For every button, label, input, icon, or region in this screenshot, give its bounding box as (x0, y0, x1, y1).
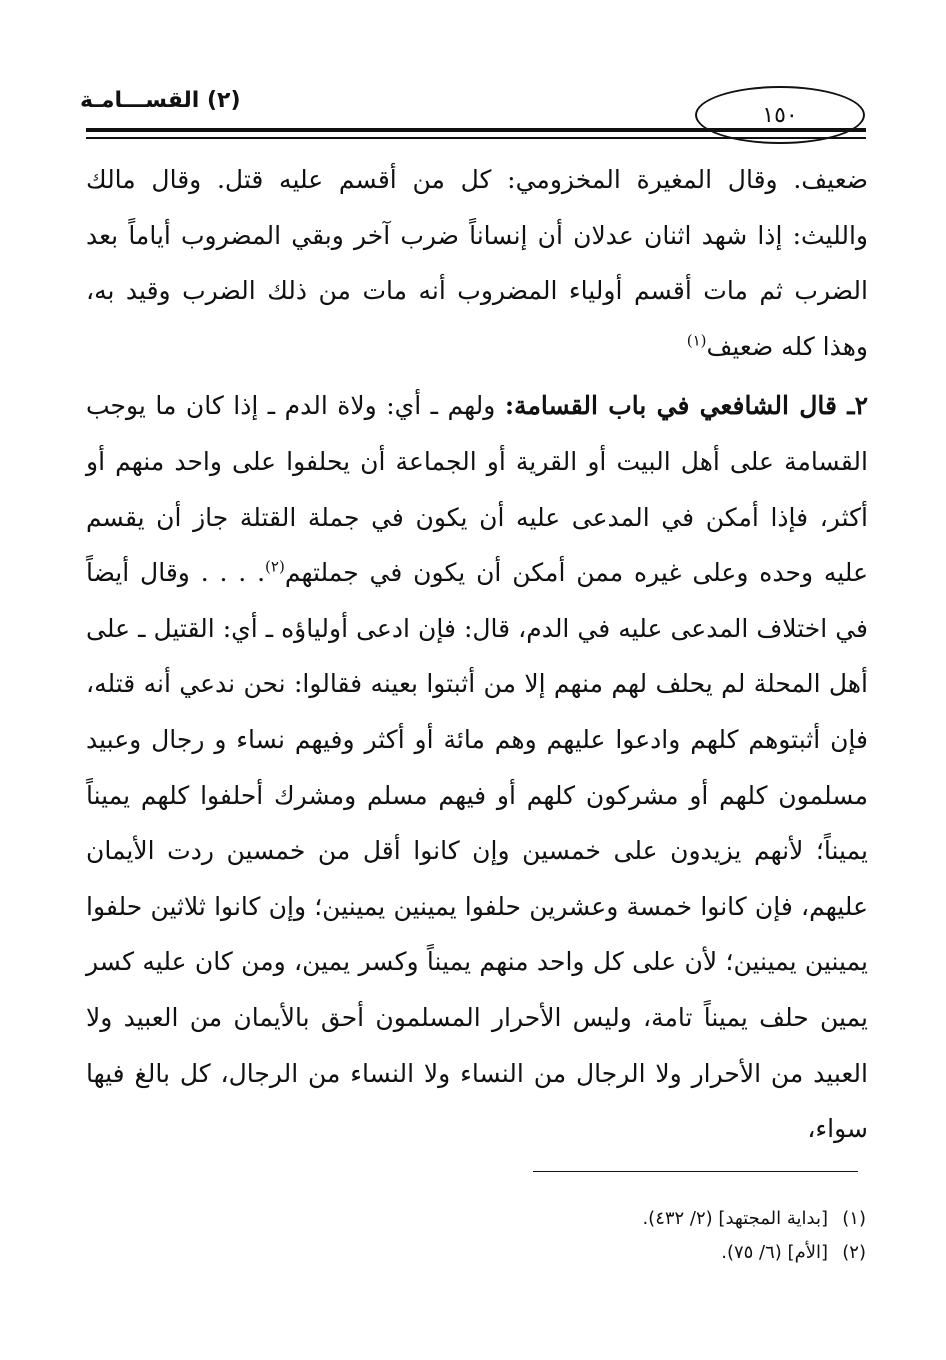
footnote-text: [الأم] (٦/ ٧٥). (721, 1242, 828, 1263)
paragraph-lead: ٢ـ قال الشافعي في باب القسامة: (504, 391, 868, 421)
main-text (86, 152, 868, 1157)
footnote-number: (١) (842, 1208, 866, 1229)
footnote-separator (533, 1171, 858, 1172)
header-rule-thin (86, 137, 866, 139)
running-title: (٢) القســـامـة (80, 88, 241, 113)
header-rule (86, 128, 866, 132)
paragraph-tail: . . . . وقال أيضاً في اختلاف المدعى عليه في الدم، قال: فإن ادعى أولياؤه ـ أي: القتيل ـ على أهل المحلة لم يحلف لهم منهم إلا من أثبتوا بعينه فقالوا: نحن ندعي أنه قتله، فإن أثبتوهم كلهم وادعوا عليهم وهم مائة أو أكثر وفيهم نساء و رجال وعبيد مسلمون كلهم أو مشركون كلهم أو فيهم مسلم ومشرك أحلفوا كلهم يميناً يميناً؛ لأنهم يزيدون على خمسين وإن كانوا أقل من خمسين ردت الأيمان عليهم، فإن كانوا خمسة وعشرين حلفوا يمينين يمينين؛ وإن كانوا ثلاثين حلفوا يمينين يمينين؛ لأن على كل واحد منهم يميناً وكسر يمين، ومن كان عليه كسر يمين حلف يميناً تامة، وليس الأحرار المسلمون أحق بالأيمان من العبيد ولا العبيد من الأحرار ولا الرجال من النساء ولا النساء من الرجال، كل بالغ فيها سواء، (86, 558, 868, 1144)
paragraph-text: ضعيف. وقال المغيرة المخزومي: كل من أقسم عليه قتل. وقال مالك والليث: إذا شهد اثنان عدلان أن إنساناً ضرب آخر وبقي المضروب أياماً بعد الضرب ثم مات أقسم أولياء المضروب أنه مات من ذلك الضرب وقيد به، وهذا كله ضعيف (86, 165, 868, 361)
footnote-number: (٢) (842, 1242, 866, 1263)
footnote-text: [بداية المجتهد] (٢/ ٤٣٢). (642, 1208, 828, 1229)
footnote-1 (86, 1202, 866, 1236)
footnote-ref[interactable]: (٢) (265, 557, 285, 576)
footnote-ref[interactable]: (١) (686, 331, 707, 350)
paragraph-2 (86, 378, 868, 1156)
paragraph-text: ولهم ـ أي: ولاة الدم ـ إذا كان ما يوجب القسامة على أهل البيت أو القرية أو الجماعة أن يحلفوا على واحد منهم أو أكثر، فإذا أمكن في المدعى عليه أن يكون في جملة القتلة جاز أن يقسم عليه وحده وعلى غيره ممن أمكن أن يكون في جملتهم (86, 391, 869, 588)
footnotes (86, 1202, 866, 1270)
page-number: ١٥٠ (695, 86, 865, 144)
page-header (80, 80, 865, 150)
footnote-2 (86, 1236, 866, 1270)
paragraph-1 (86, 152, 868, 374)
